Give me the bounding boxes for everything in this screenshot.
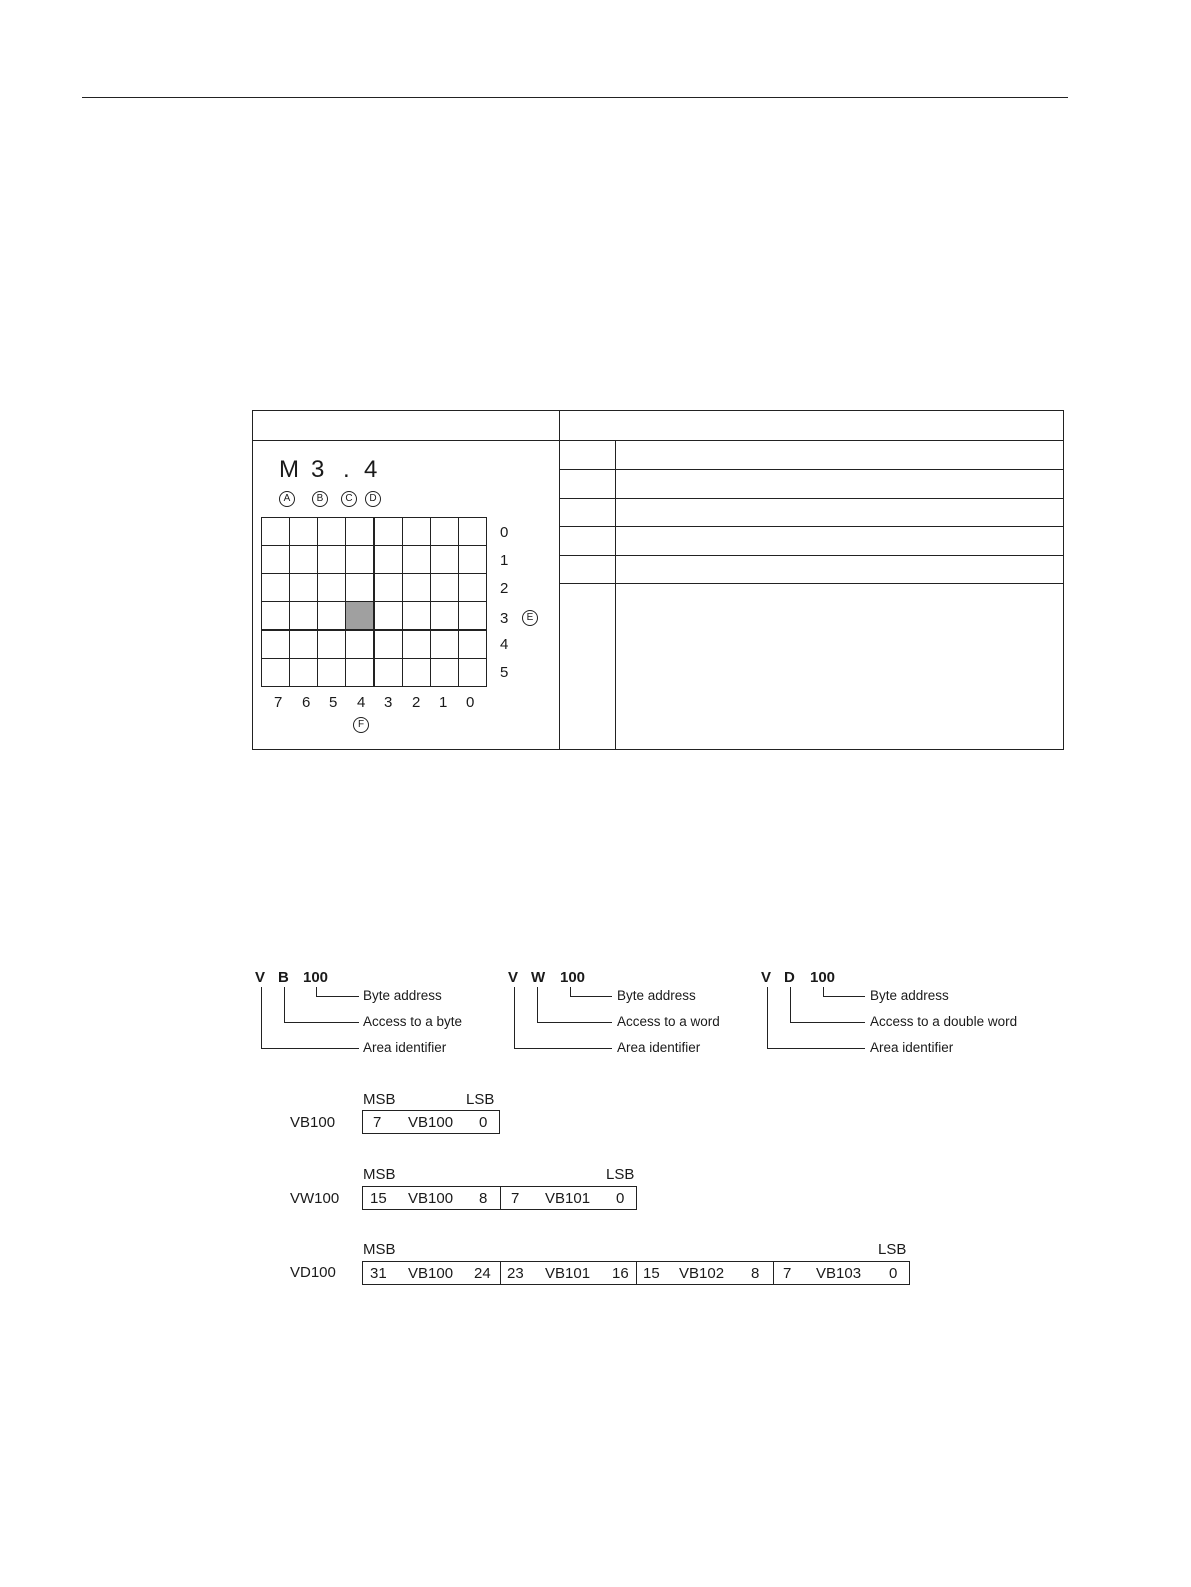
legend-row-line bbox=[559, 555, 1063, 556]
bit-label: 1 bbox=[439, 694, 448, 711]
grid-cell bbox=[402, 545, 431, 574]
grid-cell bbox=[402, 629, 431, 658]
legend-row-line bbox=[559, 526, 1063, 527]
grid-cell bbox=[402, 601, 431, 630]
decoder-address: 100 bbox=[303, 969, 329, 986]
area-identifier-label: Area identifier bbox=[870, 1040, 954, 1055]
word-box bbox=[362, 1186, 637, 1210]
grid-cell bbox=[373, 658, 402, 687]
address-dot: . bbox=[343, 456, 350, 483]
grid-cell bbox=[458, 629, 487, 658]
legend-row-line bbox=[559, 498, 1063, 499]
grid-cell bbox=[289, 601, 318, 630]
msb-label: MSB bbox=[363, 1091, 396, 1108]
grid-cell bbox=[345, 573, 374, 602]
grid-cell bbox=[289, 545, 318, 574]
leader-line bbox=[514, 987, 612, 1049]
access-label: Access to a byte bbox=[363, 1014, 463, 1029]
bit-label: 5 bbox=[329, 694, 338, 711]
msb-label: MSB bbox=[363, 1241, 396, 1258]
grid-cell bbox=[430, 517, 459, 546]
decoder-area: V bbox=[761, 969, 772, 986]
grid-cell bbox=[261, 545, 290, 574]
area-identifier-label: Area identifier bbox=[617, 1040, 701, 1055]
grid-cell bbox=[317, 573, 346, 602]
decoder-size: D bbox=[784, 969, 795, 986]
grid-cell bbox=[458, 573, 487, 602]
grid-cell bbox=[373, 573, 402, 602]
address-area: M bbox=[279, 456, 299, 483]
grid-cell bbox=[430, 601, 459, 630]
segment-lo: 0 bbox=[889, 1265, 898, 1282]
segment-name: VB102 bbox=[679, 1265, 725, 1282]
decoder-address: 100 bbox=[560, 969, 586, 986]
grid-cell bbox=[430, 629, 459, 658]
grid-cell bbox=[430, 545, 459, 574]
segment-name: VB101 bbox=[545, 1190, 591, 1207]
lsb-label: LSB bbox=[466, 1091, 495, 1108]
segment-lo: 16 bbox=[612, 1265, 629, 1282]
header-rule bbox=[82, 97, 1068, 98]
decoder-area: V bbox=[508, 969, 519, 986]
bit-label: 4 bbox=[357, 694, 366, 711]
grid-cell bbox=[345, 517, 374, 546]
segment-hi: 7 bbox=[511, 1190, 520, 1207]
grid-cell bbox=[373, 601, 402, 630]
bit-label: 0 bbox=[466, 694, 475, 711]
leader-line bbox=[767, 987, 865, 1049]
byte-address-label: Byte address bbox=[870, 988, 949, 1003]
row-name: VW100 bbox=[290, 1190, 340, 1207]
grid-cell bbox=[345, 658, 374, 687]
byte-address-label: Byte address bbox=[617, 988, 696, 1003]
row-label: 3 bbox=[500, 610, 509, 627]
segment-name: VB103 bbox=[816, 1265, 862, 1282]
key-column-separator bbox=[615, 440, 616, 749]
segment-hi: 15 bbox=[370, 1190, 387, 1207]
marker-e: E bbox=[522, 610, 538, 626]
grid-cell bbox=[430, 658, 459, 687]
access-label: Access to a word bbox=[617, 1014, 720, 1029]
grid-cell bbox=[373, 629, 402, 658]
row-name: VD100 bbox=[290, 1264, 336, 1281]
grid-cell bbox=[317, 545, 346, 574]
row-label: 4 bbox=[500, 636, 509, 653]
segment-lo: 0 bbox=[479, 1114, 488, 1131]
header-separator bbox=[253, 440, 1063, 441]
legend-row-line bbox=[559, 583, 1063, 584]
segment-lo: 24 bbox=[474, 1265, 491, 1282]
marker-d: D bbox=[365, 491, 381, 507]
grid-cell bbox=[317, 658, 346, 687]
grid-cell bbox=[345, 545, 374, 574]
area-identifier-label: Area identifier bbox=[363, 1040, 447, 1055]
decoder-size: W bbox=[531, 969, 546, 986]
segment-name: VB100 bbox=[408, 1114, 454, 1131]
segment-hi: 31 bbox=[370, 1265, 387, 1282]
highlighted-bit-cell bbox=[345, 601, 374, 630]
lsb-label: LSB bbox=[606, 1166, 635, 1183]
decoder-address: 100 bbox=[810, 969, 836, 986]
segment-lo: 8 bbox=[479, 1190, 488, 1207]
grid-cell bbox=[458, 658, 487, 687]
segment-lo: 8 bbox=[751, 1265, 760, 1282]
bit-label: 3 bbox=[384, 694, 393, 711]
address-byte: 3 bbox=[311, 456, 325, 483]
grid-cell bbox=[373, 517, 402, 546]
grid-cell bbox=[261, 517, 290, 546]
marker-a: A bbox=[279, 491, 295, 507]
grid-cell bbox=[430, 573, 459, 602]
grid-cell bbox=[261, 629, 290, 658]
address-bit: 4 bbox=[364, 456, 378, 483]
row-name: VB100 bbox=[290, 1114, 336, 1131]
marker-c: C bbox=[341, 491, 357, 507]
column-separator bbox=[559, 411, 560, 749]
legend-row-line bbox=[559, 469, 1063, 470]
grid-cell bbox=[458, 601, 487, 630]
grid-cell bbox=[317, 601, 346, 630]
grid-cell bbox=[402, 573, 431, 602]
bit-label: 7 bbox=[274, 694, 283, 711]
row-label: 5 bbox=[500, 664, 509, 681]
decoder-area: V bbox=[255, 969, 266, 986]
row-label: 0 bbox=[500, 524, 509, 541]
leader-line bbox=[261, 987, 359, 1049]
segment-name: VB100 bbox=[408, 1265, 454, 1282]
grid-cell bbox=[261, 658, 290, 687]
bit-label: 6 bbox=[302, 694, 311, 711]
grid-cell bbox=[289, 629, 318, 658]
row-label: 2 bbox=[500, 580, 509, 597]
segment-name: VB101 bbox=[545, 1265, 591, 1282]
segment-hi: 7 bbox=[783, 1265, 792, 1282]
access-label: Access to a double word bbox=[870, 1014, 1018, 1029]
segment-hi: 15 bbox=[643, 1265, 660, 1282]
decoder-size: B bbox=[278, 969, 289, 986]
grid-cell bbox=[345, 629, 374, 658]
msb-label: MSB bbox=[363, 1166, 396, 1183]
grid-cell bbox=[458, 545, 487, 574]
grid-cell bbox=[317, 517, 346, 546]
segment-hi: 7 bbox=[373, 1114, 382, 1131]
segment-name: VB100 bbox=[408, 1190, 454, 1207]
byte-address-label: Byte address bbox=[363, 988, 442, 1003]
segment-lo: 0 bbox=[616, 1190, 625, 1207]
marker-b: B bbox=[312, 491, 328, 507]
grid-cell bbox=[458, 517, 487, 546]
grid-cell bbox=[261, 601, 290, 630]
grid-cell bbox=[289, 573, 318, 602]
bit-label: 2 bbox=[412, 694, 421, 711]
grid-cell bbox=[289, 658, 318, 687]
grid-cell bbox=[373, 545, 402, 574]
grid-cell bbox=[289, 517, 318, 546]
grid-cell bbox=[402, 517, 431, 546]
row-label: 1 bbox=[500, 552, 509, 569]
marker-f: F bbox=[353, 717, 369, 733]
grid-cell bbox=[317, 629, 346, 658]
grid-cell bbox=[402, 658, 431, 687]
lsb-label: LSB bbox=[878, 1241, 907, 1258]
grid-cell bbox=[261, 573, 290, 602]
segment-hi: 23 bbox=[507, 1265, 524, 1282]
